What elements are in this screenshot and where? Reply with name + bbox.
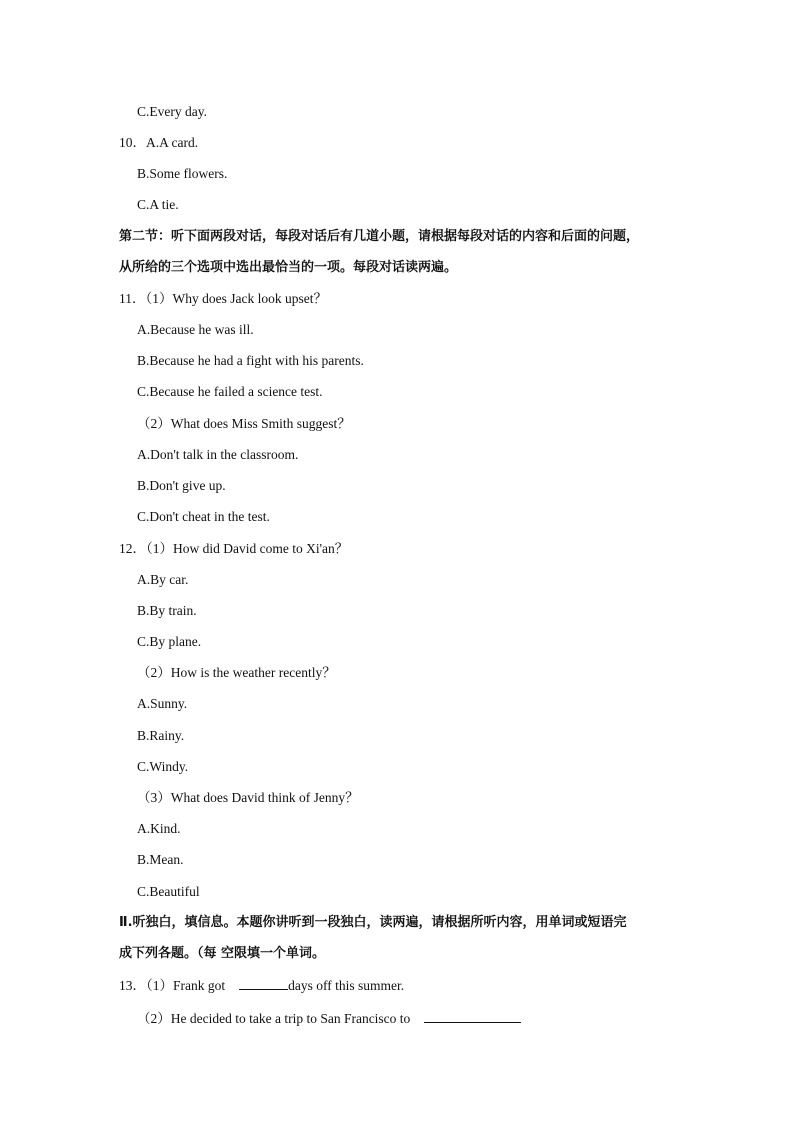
q13-part2 (137, 1009, 521, 1028)
q11-part2-question: （2）What does Miss Smith suggest？ (137, 416, 351, 431)
q11-question: 11．（1）Why does Jack look upset？ (119, 291, 327, 306)
q10-option-c: C.A tie. (137, 197, 179, 212)
q12-part2-question: （2）How is the weather recently？ (137, 665, 336, 680)
q13-part1 (119, 976, 404, 995)
q11-part2-option-a: A.Don't talk in the classroom. (137, 447, 299, 462)
q12-part1-option-c: C.By plane. (137, 634, 202, 649)
q11-part1-option-c: C.Because he failed a science test. (137, 384, 323, 399)
q12-part2-option-b: B.Rainy. (137, 728, 185, 743)
q9-option-c: C.Every day. (137, 104, 207, 119)
q10-question: 10．A.A card. (119, 135, 199, 150)
q12-question: 12．（1）How did David come to Xi'an？ (119, 541, 349, 556)
q12-part3-option-a: A.Kind. (137, 821, 181, 836)
q12-part3-option-b: B.Mean. (137, 852, 184, 867)
q12-part1-option-b: B.By train. (137, 603, 197, 618)
q12-part2-option-c: C.Windy. (137, 759, 189, 774)
q13-part2-text-before: （2）He decided to take a trip to San Francisco to (137, 1011, 411, 1026)
q11-part2-option-c: C.Don't cheat in the test. (137, 509, 270, 524)
q12-part1-option-a: A.By car. (137, 572, 189, 587)
q11-part2-option-b: B.Don't give up. (137, 478, 226, 493)
q12-part3-question: （3）What does David think of Jenny？ (137, 790, 359, 805)
q13-part1-answer-blank[interactable] (239, 976, 288, 990)
q11-part1-option-b: B.Because he had a fight with his parents. (137, 353, 364, 368)
q11-part1-option-a: A.Because he was ill. (137, 322, 254, 337)
q12-part3-option-c: C.Beautiful (137, 884, 200, 899)
q13-part2-answer-blank[interactable] (424, 1009, 521, 1023)
part2-instructions-line1: Ⅱ.听独白，填信息。本题你讲听到一段独白，读两遍，请根据所听内容，用单词或短语完 (119, 915, 627, 930)
section2-instructions-line1: 第二节：听下面两段对话，每段对话后有几道小题，请根据每段对话的内容和后面的问题， (119, 229, 640, 244)
q13-part1-text-after: days off this summer. (288, 978, 405, 993)
part2-instructions-line2: 成下列各题。（每 空限填一个单词。 (119, 946, 326, 961)
q10-option-b: B.Some flowers. (137, 166, 228, 181)
section2-instructions-line2: 从所给的三个选项中选出最恰当的一项。每段对话读两遍。 (119, 260, 458, 275)
q12-part2-option-a: A.Sunny. (137, 696, 188, 711)
q13-part1-text-before: 13．（1）Frank got (119, 978, 226, 993)
